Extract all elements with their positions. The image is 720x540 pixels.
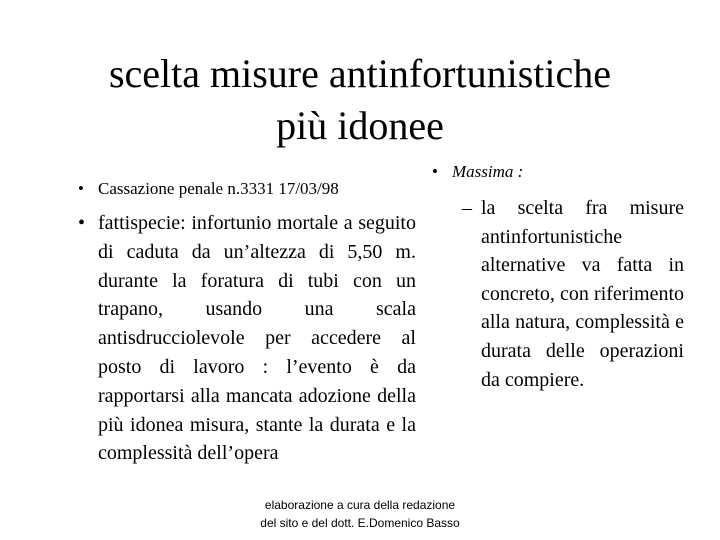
left-column bbox=[76, 178, 416, 468]
massima-label: • Massima : bbox=[422, 160, 684, 184]
slide-title bbox=[0, 48, 720, 152]
footer-credit bbox=[240, 496, 480, 532]
dash-marker: – bbox=[462, 197, 472, 219]
footer-line-1: elaborazione a cura della redazione bbox=[264, 498, 456, 512]
slide-title-line-2: più idonee bbox=[276, 103, 444, 148]
massima-text: la scelta fra misure antinfortunistiche alternative va fatta in concreto, con riferimento alla natura, complessità e durata delle operazioni da compiere. bbox=[481, 197, 684, 391]
fattispecie-text: • fattispecie: infortunio mortale a seguito di caduta da un’altezza di 5,50 m. durante la foratura di tubi con un trapano, usando una scala antisdrucciolevole per accedere al posto di lavoro : l’evento è da rapportarsi alla mancata adozione della più idonea misura, stante la durata e la complessità dell’opera bbox=[76, 209, 416, 468]
ruling-reference: • Cassazione penale n.3331 17/03/98 bbox=[76, 178, 416, 200]
massima-text-block bbox=[422, 194, 684, 394]
right-column bbox=[422, 160, 684, 394]
footer-line-2: del sito e del dott. E.Domenico Basso bbox=[260, 516, 460, 530]
slide-title-line-1: scelta misure antinfortunistiche bbox=[108, 51, 612, 96]
